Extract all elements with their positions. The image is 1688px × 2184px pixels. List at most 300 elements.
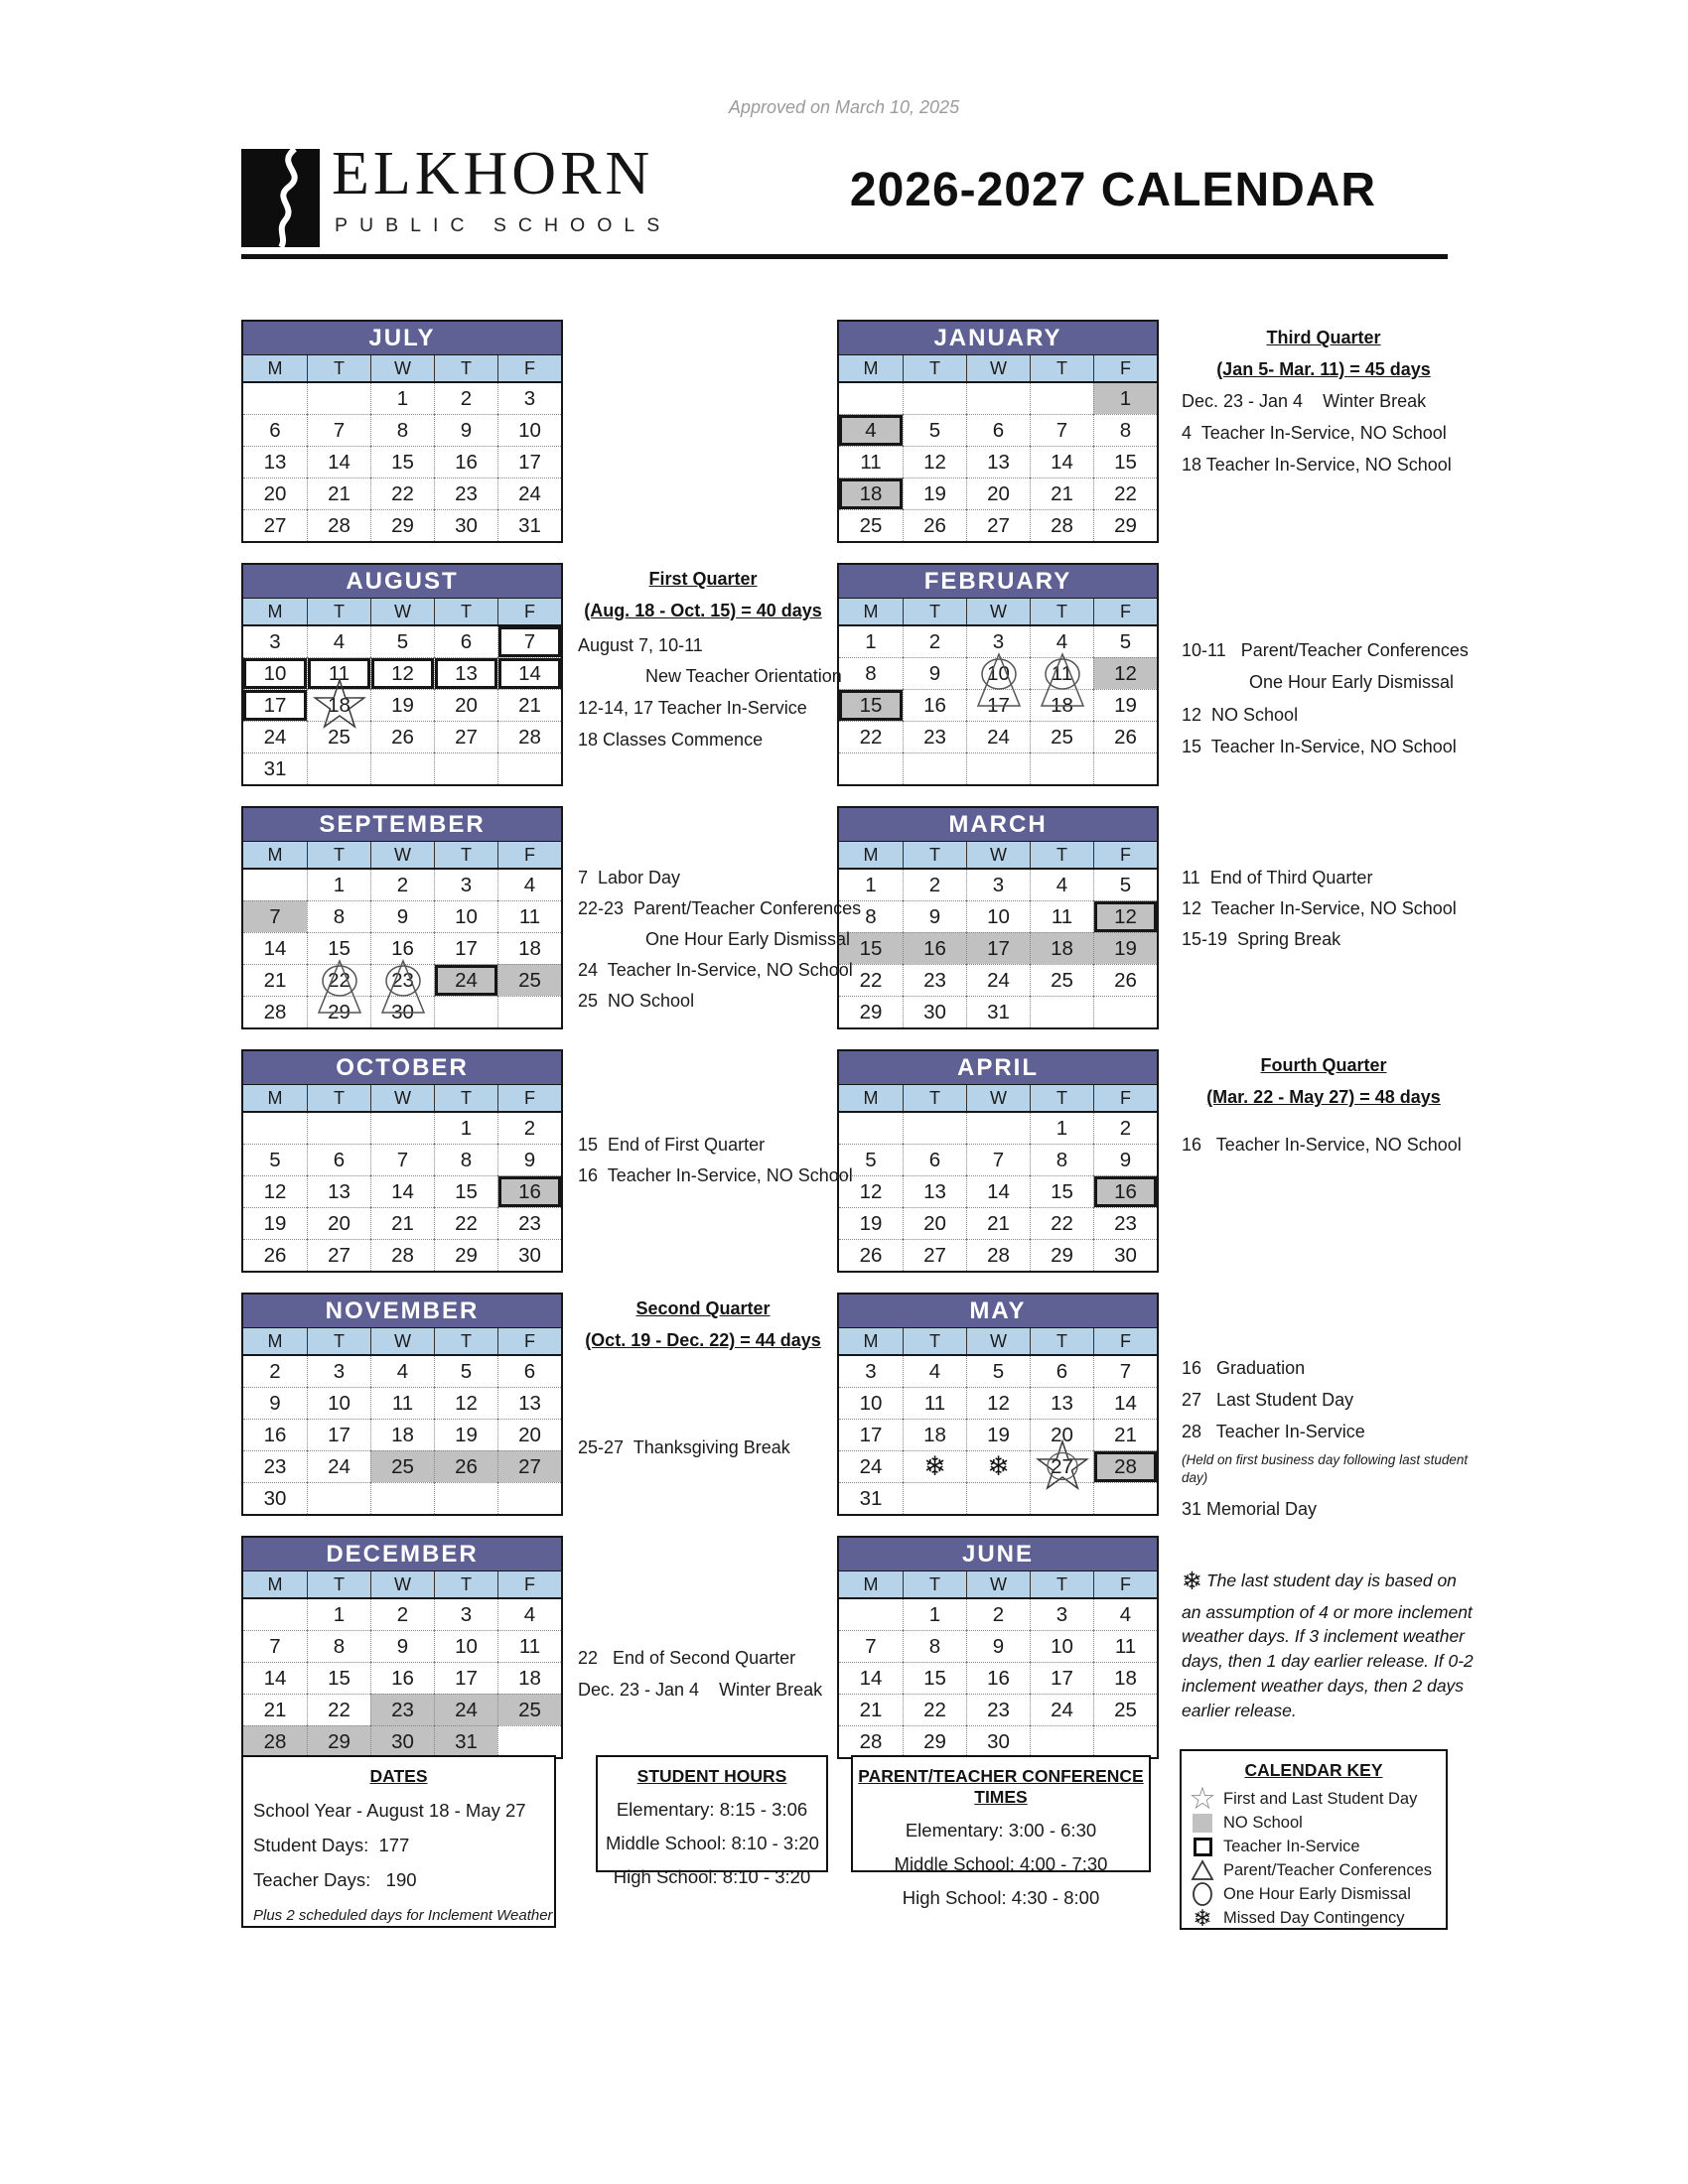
day-cell bbox=[434, 1239, 497, 1271]
key-item-no-school bbox=[1182, 1811, 1446, 1835]
day-cell bbox=[839, 1694, 903, 1725]
month-title: FEBRUARY bbox=[839, 565, 1157, 598]
day-number: 30 bbox=[391, 1730, 414, 1753]
day-number: 22 bbox=[923, 1699, 946, 1721]
day-cell bbox=[307, 626, 370, 657]
logo-subtitle: PUBLIC SCHOOLS bbox=[335, 214, 672, 236]
weekday-header: M bbox=[863, 1088, 879, 1108]
day-cell bbox=[1093, 996, 1157, 1027]
weekday-header-row bbox=[839, 1570, 1157, 1599]
day-cell bbox=[1093, 900, 1157, 932]
day-number: 14 bbox=[391, 1180, 414, 1203]
day-cell bbox=[370, 1725, 434, 1757]
day-cell bbox=[1093, 446, 1157, 478]
day-cell bbox=[307, 1239, 370, 1271]
day-number: 17 bbox=[1051, 1667, 1073, 1690]
day-cell bbox=[497, 478, 561, 509]
key-item-missed-day-contingency bbox=[1182, 1906, 1446, 1930]
day-cell bbox=[307, 721, 370, 752]
month-title: DECEMBER bbox=[243, 1538, 561, 1570]
day-number: 30 bbox=[1114, 1244, 1137, 1267]
note-may-2: 28 Teacher In-Service bbox=[1182, 1422, 1365, 1441]
day-cell bbox=[497, 1450, 561, 1482]
day-number: 23 bbox=[923, 726, 946, 749]
day-number: 8 bbox=[333, 1635, 346, 1658]
first-quarter-title: First Quarter bbox=[648, 569, 758, 589]
weekday-header: T bbox=[434, 1571, 497, 1597]
note-august-2: 12-14, 17 Teacher In-Service bbox=[578, 698, 807, 718]
month-grid bbox=[839, 626, 1157, 784]
day-cell bbox=[434, 1419, 497, 1450]
note-march-0: 11 End of Third Quarter bbox=[1182, 868, 1373, 887]
day-number: 31 bbox=[859, 1487, 883, 1510]
day-number: 3 bbox=[523, 387, 536, 410]
day-number: 6 bbox=[460, 630, 473, 653]
day-cell bbox=[1030, 1662, 1093, 1694]
weekday-header: F bbox=[497, 1328, 561, 1354]
day-number: 2 bbox=[523, 1117, 536, 1140]
day-cell bbox=[1030, 1630, 1093, 1662]
day-number: 17 bbox=[987, 694, 1010, 717]
day-cell bbox=[307, 1144, 370, 1175]
day-cell bbox=[243, 1599, 307, 1630]
day-number: 28 bbox=[391, 1244, 414, 1267]
day-number: 22 bbox=[1051, 1212, 1073, 1235]
day-cell bbox=[839, 1356, 903, 1387]
day-cell bbox=[497, 721, 561, 752]
day-cell bbox=[307, 383, 370, 414]
key-item-label: Missed Day Contingency bbox=[1223, 1908, 1405, 1927]
day-cell bbox=[1093, 964, 1157, 996]
day-number: 8 bbox=[1055, 1149, 1068, 1171]
day-number: 13 bbox=[455, 662, 478, 685]
weekday-header: T bbox=[307, 1328, 370, 1354]
day-cell bbox=[434, 383, 497, 414]
day-cell bbox=[1093, 626, 1157, 657]
weekday-header: T bbox=[1030, 842, 1093, 868]
day-number: 4 bbox=[865, 419, 877, 442]
day-cell bbox=[243, 446, 307, 478]
day-number: 31 bbox=[518, 514, 541, 537]
third-quarter-range: (Jan 5- Mar. 11) = 45 days bbox=[1216, 359, 1431, 379]
day-cell bbox=[497, 446, 561, 478]
snowflake-icon: ❄ bbox=[923, 1451, 946, 1481]
day-cell bbox=[370, 1356, 434, 1387]
weekday-header: F bbox=[1093, 1571, 1157, 1597]
triangle-icon bbox=[1191, 1859, 1214, 1881]
day-number: 5 bbox=[269, 1149, 281, 1171]
day-number: 21 bbox=[1114, 1424, 1137, 1446]
calendar-key-box bbox=[1180, 1749, 1448, 1930]
day-cell bbox=[370, 1144, 434, 1175]
elkhorn-logo-icon bbox=[241, 149, 320, 247]
day-cell bbox=[370, 721, 434, 752]
day-cell bbox=[839, 657, 903, 689]
day-number: 17 bbox=[518, 451, 541, 474]
day-number: 23 bbox=[923, 969, 946, 992]
day-cell bbox=[370, 1113, 434, 1144]
day-number: 15 bbox=[1114, 451, 1137, 474]
day-number: 11 bbox=[518, 1635, 541, 1658]
day-cell bbox=[243, 1694, 307, 1725]
student-hours-title: STUDENT HOURS bbox=[636, 1766, 787, 1786]
day-number: 4 bbox=[523, 1603, 536, 1626]
weekday-header: T bbox=[434, 355, 497, 381]
day-number: 2 bbox=[396, 874, 409, 896]
conference-times-line: High School: 4:30 - 8:00 bbox=[902, 1887, 1100, 1908]
month-grid bbox=[243, 383, 561, 541]
weekday-header-row bbox=[839, 841, 1157, 870]
day-cell bbox=[370, 996, 434, 1027]
day-number: 27 bbox=[328, 1244, 351, 1267]
day-cell bbox=[1030, 1419, 1093, 1450]
day-cell bbox=[966, 932, 1030, 964]
weekday-header: M bbox=[863, 358, 879, 378]
day-number: 27 bbox=[923, 1244, 946, 1267]
day-number: 14 bbox=[987, 1180, 1010, 1203]
day-cell bbox=[966, 478, 1030, 509]
inclement-weather-note bbox=[1182, 1565, 1474, 1723]
day-number: 14 bbox=[859, 1667, 883, 1690]
day-number: 21 bbox=[263, 1699, 287, 1721]
day-number: 19 bbox=[1114, 694, 1137, 717]
day-number: 22 bbox=[859, 726, 883, 749]
day-number: 7 bbox=[333, 419, 346, 442]
first-quarter-range: (Aug. 18 - Oct. 15) = 40 days bbox=[584, 601, 822, 620]
note-september-3: 24 Teacher In-Service, NO School bbox=[578, 960, 853, 980]
day-cell bbox=[839, 1239, 903, 1271]
weekday-header: F bbox=[1093, 599, 1157, 624]
weekday-header: T bbox=[1030, 355, 1093, 381]
day-cell bbox=[966, 1725, 1030, 1757]
day-cell bbox=[1093, 1113, 1157, 1144]
weekday-header: T bbox=[903, 1328, 966, 1354]
day-number: 27 bbox=[518, 1455, 541, 1478]
day-number: 12 bbox=[859, 1180, 883, 1203]
day-cell bbox=[903, 721, 966, 752]
day-number: 29 bbox=[1051, 1244, 1073, 1267]
day-number: 5 bbox=[865, 1149, 877, 1171]
day-number: 18 bbox=[391, 1424, 414, 1446]
day-cell bbox=[434, 1175, 497, 1207]
day-cell bbox=[903, 1630, 966, 1662]
day-cell bbox=[434, 1694, 497, 1725]
day-number: 8 bbox=[865, 905, 877, 928]
day-number: 13 bbox=[263, 451, 287, 474]
day-cell bbox=[370, 1599, 434, 1630]
day-cell bbox=[1030, 996, 1093, 1027]
weekday-header: T bbox=[903, 599, 966, 624]
day-cell bbox=[497, 383, 561, 414]
weekday-header: T bbox=[1030, 1328, 1093, 1354]
fourth-quarter-range: (Mar. 22 - May 27) = 48 days bbox=[1206, 1087, 1441, 1107]
day-number: 24 bbox=[1051, 1699, 1073, 1721]
day-cell bbox=[966, 626, 1030, 657]
day-number: 4 bbox=[333, 630, 346, 653]
day-number: 23 bbox=[987, 1699, 1010, 1721]
day-cell bbox=[966, 900, 1030, 932]
day-cell bbox=[1030, 1175, 1093, 1207]
day-number: 28 bbox=[328, 514, 351, 537]
month-title: SEPTEMBER bbox=[243, 808, 561, 841]
weekday-header-row bbox=[243, 598, 561, 626]
month-title: JUNE bbox=[839, 1538, 1157, 1570]
weekday-header-row bbox=[243, 1570, 561, 1599]
day-number: 17 bbox=[859, 1424, 883, 1446]
day-cell bbox=[903, 996, 966, 1027]
day-cell bbox=[839, 996, 903, 1027]
student-hours-line: High School: 8:10 - 3:20 bbox=[613, 1866, 811, 1887]
day-number: 7 bbox=[1055, 419, 1068, 442]
day-cell bbox=[307, 1599, 370, 1630]
day-cell bbox=[1030, 1482, 1093, 1514]
day-cell bbox=[903, 1239, 966, 1271]
day-cell bbox=[966, 1207, 1030, 1239]
day-cell bbox=[966, 964, 1030, 996]
day-number: 22 bbox=[328, 969, 351, 992]
day-number: 25 bbox=[518, 969, 541, 992]
day-number: 4 bbox=[523, 874, 536, 896]
day-cell bbox=[903, 1482, 966, 1514]
day-cell bbox=[1093, 478, 1157, 509]
day-number: 21 bbox=[263, 969, 287, 992]
weekday-header: M bbox=[267, 1331, 283, 1351]
day-cell bbox=[434, 1662, 497, 1694]
day-number: 30 bbox=[391, 1001, 414, 1024]
day-cell bbox=[434, 996, 497, 1027]
note-january-1: 4 Teacher In-Service, NO School bbox=[1182, 423, 1447, 443]
day-cell bbox=[434, 870, 497, 900]
day-cell bbox=[434, 657, 497, 689]
month-january bbox=[837, 320, 1159, 543]
note-march-1: 12 Teacher In-Service, NO School bbox=[1182, 898, 1457, 918]
day-number: 1 bbox=[1119, 387, 1132, 410]
day-number: 20 bbox=[987, 482, 1010, 505]
month-june bbox=[837, 1536, 1159, 1759]
day-cell bbox=[243, 1725, 307, 1757]
day-number: 24 bbox=[455, 969, 478, 992]
day-cell bbox=[307, 1482, 370, 1514]
day-cell bbox=[243, 414, 307, 446]
month-september bbox=[241, 806, 563, 1029]
day-number: 12 bbox=[1114, 662, 1137, 685]
day-cell bbox=[497, 1207, 561, 1239]
day-number: 6 bbox=[333, 1149, 346, 1171]
day-number: 25 bbox=[518, 1699, 541, 1721]
student-hours-box bbox=[596, 1755, 828, 1887]
day-number: 11 bbox=[1051, 905, 1073, 928]
day-cell bbox=[497, 964, 561, 996]
month-title: JANUARY bbox=[839, 322, 1157, 354]
day-cell bbox=[370, 1630, 434, 1662]
day-number: 19 bbox=[987, 1424, 1010, 1446]
key-item-label: One Hour Early Dismissal bbox=[1223, 1884, 1411, 1903]
day-cell bbox=[1093, 689, 1157, 721]
day-number: 23 bbox=[391, 969, 414, 992]
day-cell bbox=[839, 1419, 903, 1450]
day-number: 25 bbox=[859, 514, 883, 537]
day-cell bbox=[370, 414, 434, 446]
day-cell bbox=[1093, 1175, 1157, 1207]
day-number: 16 bbox=[1114, 1180, 1137, 1203]
day-cell bbox=[370, 657, 434, 689]
day-cell bbox=[903, 657, 966, 689]
dates-box bbox=[241, 1755, 556, 1928]
day-cell bbox=[839, 689, 903, 721]
day-cell bbox=[903, 870, 966, 900]
day-number: 24 bbox=[987, 726, 1010, 749]
day-cell bbox=[497, 509, 561, 541]
day-cell bbox=[1093, 932, 1157, 964]
day-cell bbox=[434, 1207, 497, 1239]
day-number: 22 bbox=[1114, 482, 1137, 505]
day-number: 2 bbox=[928, 630, 941, 653]
day-number: 15 bbox=[391, 451, 414, 474]
calendar-key-title: CALENDAR KEY bbox=[1244, 1760, 1383, 1780]
key-item-first-last-student-day bbox=[1182, 1787, 1446, 1811]
day-number: 23 bbox=[518, 1212, 541, 1235]
note-may-0: 16 Graduation bbox=[1182, 1358, 1306, 1378]
day-cell bbox=[307, 870, 370, 900]
day-number: 12 bbox=[455, 1392, 478, 1415]
day-number: 16 bbox=[518, 1180, 541, 1203]
day-cell bbox=[903, 1450, 966, 1482]
day-number: 2 bbox=[269, 1360, 281, 1383]
day-cell bbox=[434, 932, 497, 964]
day-number: 29 bbox=[455, 1244, 478, 1267]
day-number: 16 bbox=[923, 694, 946, 717]
weekday-header: W bbox=[370, 1571, 434, 1597]
day-cell bbox=[497, 900, 561, 932]
month-april bbox=[837, 1049, 1159, 1273]
day-number: 18 bbox=[859, 482, 883, 505]
day-number: 16 bbox=[263, 1424, 287, 1446]
weekday-header-row bbox=[243, 1327, 561, 1356]
day-number: 13 bbox=[1051, 1392, 1073, 1415]
day-number: 6 bbox=[992, 419, 1005, 442]
day-number: 3 bbox=[460, 874, 473, 896]
second-quarter-title: Second Quarter bbox=[635, 1298, 771, 1318]
weekday-header: T bbox=[903, 1085, 966, 1111]
day-cell bbox=[903, 626, 966, 657]
approved-date-text: Approved on March 10, 2025 bbox=[728, 97, 960, 117]
day-cell bbox=[903, 1207, 966, 1239]
day-number: 31 bbox=[263, 757, 287, 780]
day-number: 9 bbox=[269, 1392, 281, 1415]
day-cell bbox=[1093, 1387, 1157, 1419]
day-cell bbox=[243, 932, 307, 964]
day-number: 21 bbox=[328, 482, 351, 505]
day-cell bbox=[370, 1450, 434, 1482]
circle-icon bbox=[1191, 1882, 1214, 1906]
day-number: 11 bbox=[328, 662, 351, 685]
day-cell bbox=[434, 1630, 497, 1662]
day-number: 15 bbox=[328, 1667, 351, 1690]
weekday-header: F bbox=[497, 1085, 561, 1111]
weekday-header: T bbox=[903, 1571, 966, 1597]
weekday-header-row bbox=[243, 841, 561, 870]
month-october bbox=[241, 1049, 563, 1273]
day-number: 29 bbox=[391, 514, 414, 537]
day-number: 21 bbox=[518, 694, 541, 717]
day-number: 25 bbox=[1051, 969, 1073, 992]
day-cell bbox=[370, 752, 434, 784]
weekday-header: W bbox=[966, 1085, 1030, 1111]
day-number: 9 bbox=[928, 905, 941, 928]
day-cell bbox=[434, 1113, 497, 1144]
day-cell bbox=[243, 1482, 307, 1514]
day-cell bbox=[497, 657, 561, 689]
day-number: 29 bbox=[859, 1001, 883, 1024]
weekday-header: W bbox=[966, 599, 1030, 624]
day-cell bbox=[1093, 1356, 1157, 1387]
day-cell bbox=[966, 1599, 1030, 1630]
day-number: 9 bbox=[1119, 1149, 1132, 1171]
day-cell bbox=[243, 900, 307, 932]
weekday-header: W bbox=[966, 355, 1030, 381]
weekday-header: W bbox=[370, 1328, 434, 1354]
star-icon bbox=[1191, 1787, 1214, 1811]
header-divider bbox=[241, 254, 1448, 259]
day-number: 15 bbox=[923, 1667, 946, 1690]
day-cell bbox=[307, 1694, 370, 1725]
weekday-header-row bbox=[839, 1084, 1157, 1113]
day-number: 28 bbox=[859, 1730, 883, 1753]
day-number: 10 bbox=[518, 419, 541, 442]
day-cell bbox=[307, 446, 370, 478]
page-title: 2026-2027 CALENDAR bbox=[849, 164, 1377, 216]
weekday-header: M bbox=[863, 602, 879, 621]
day-cell bbox=[1093, 1599, 1157, 1630]
day-number: 7 bbox=[523, 630, 536, 653]
day-number: 5 bbox=[1119, 874, 1132, 896]
day-cell bbox=[243, 509, 307, 541]
day-number: 26 bbox=[859, 1244, 883, 1267]
day-number: 20 bbox=[328, 1212, 351, 1235]
month-grid bbox=[839, 1356, 1157, 1514]
day-cell bbox=[370, 900, 434, 932]
note-january-2: 18 Teacher In-Service, NO School bbox=[1182, 455, 1452, 475]
day-cell bbox=[1030, 478, 1093, 509]
day-cell bbox=[1093, 1725, 1157, 1757]
day-cell bbox=[243, 721, 307, 752]
day-number: 8 bbox=[865, 662, 877, 685]
day-cell bbox=[497, 870, 561, 900]
day-number: 19 bbox=[455, 1424, 478, 1446]
key-item-label: First and Last Student Day bbox=[1223, 1789, 1418, 1808]
day-cell bbox=[839, 1207, 903, 1239]
day-number: 13 bbox=[518, 1392, 541, 1415]
day-number: 22 bbox=[391, 482, 414, 505]
note-february-1: One Hour Early Dismissal bbox=[1249, 672, 1455, 692]
day-cell bbox=[434, 752, 497, 784]
day-cell bbox=[243, 1239, 307, 1271]
day-cell bbox=[1093, 1450, 1157, 1482]
day-cell bbox=[370, 1207, 434, 1239]
month-august bbox=[241, 563, 563, 786]
day-number: 14 bbox=[263, 937, 287, 960]
day-cell bbox=[243, 964, 307, 996]
day-number: 3 bbox=[865, 1360, 877, 1383]
day-number: 21 bbox=[987, 1212, 1010, 1235]
day-cell bbox=[243, 1387, 307, 1419]
day-number: 1 bbox=[396, 387, 409, 410]
day-cell bbox=[497, 1113, 561, 1144]
day-cell bbox=[839, 1482, 903, 1514]
day-number: 4 bbox=[928, 1360, 941, 1383]
note-september-0: 7 Labor Day bbox=[578, 868, 681, 887]
day-cell bbox=[1093, 1207, 1157, 1239]
